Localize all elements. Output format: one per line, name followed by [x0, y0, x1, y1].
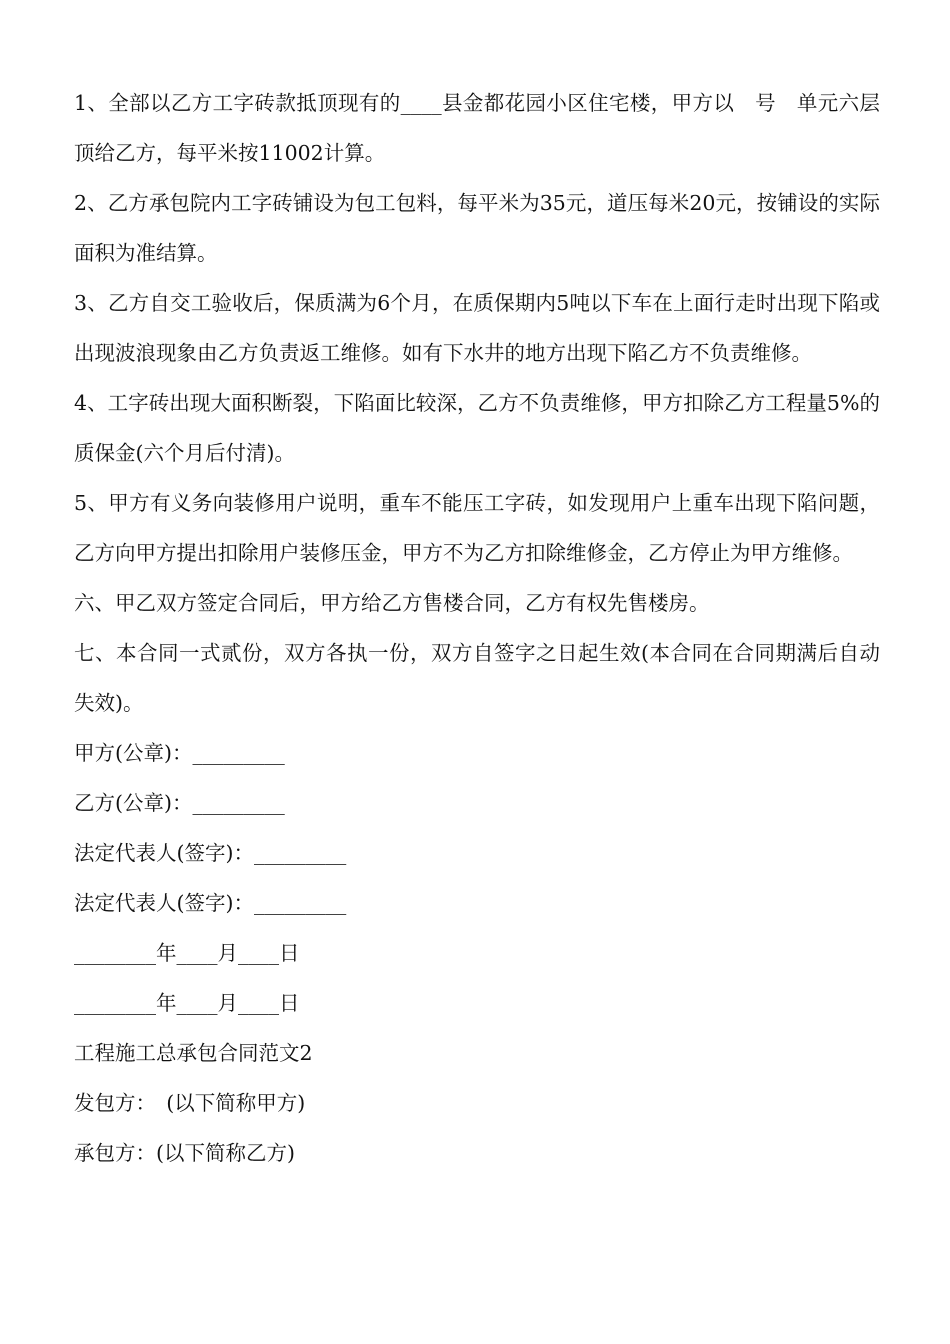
employer-line: 发包方： (以下简称甲方)	[74, 1091, 306, 1115]
party-a-seal-line: 甲方(公章)：_________	[74, 741, 285, 765]
clause-1-paragraph: 1、全部以乙方工字砖款抵顶现有的____县金都花园小区住宅楼，甲方以 号 单元六层顶给乙方，每平米按11002计算。	[74, 91, 880, 165]
clause-4-paragraph: 4、工字砖出现大面积断裂，下陷面比较深，乙方不负责维修，甲方扣除乙方工程量5%的质保金(六个月后付清)。	[74, 391, 880, 465]
clause-5-paragraph: 5、甲方有义务向装修用户说明，重车不能压工字砖，如发现用户上重车出现下陷问题，乙方向甲方提出扣除用户装修压金，甲方不为乙方扣除维修金，乙方停止为甲方维修。	[74, 491, 880, 565]
date-line-b: ________年____月____日	[74, 991, 300, 1015]
party-b-seal-line: 乙方(公章)：_________	[74, 791, 285, 815]
section-7-paragraph: 七、本合同一式贰份，双方各执一份，双方自签字之日起生效(本合同在合同期满后自动失效)。	[74, 641, 880, 715]
clause-3-paragraph: 3、乙方自交工验收后，保质满为6个月，在质保期内5吨以下车在上面行走时出现下陷或出现波浪现象由乙方负责返工维修。如有下水井的地方出现下陷乙方不负责维修。	[74, 291, 880, 365]
date-line-a: ________年____月____日	[74, 941, 300, 965]
sample-contract-title: 工程施工总承包合同范文2	[74, 1041, 313, 1065]
section-6-paragraph: 六、甲乙双方签定合同后，甲方给乙方售楼合同，乙方有权先售楼房。	[74, 591, 710, 615]
clause-2-paragraph: 2、乙方承包院内工字砖铺设为包工包料，每平米为35元，道压每米20元，按铺设的实际面积为准结算。	[74, 191, 880, 265]
legal-rep-b-signature-line: 法定代表人(签字)：_________	[74, 891, 347, 915]
legal-rep-a-signature-line: 法定代表人(签字)：_________	[74, 841, 347, 865]
document-page	[74, 78, 880, 1178]
contractor-line: 承包方：(以下简称乙方)	[74, 1141, 295, 1165]
